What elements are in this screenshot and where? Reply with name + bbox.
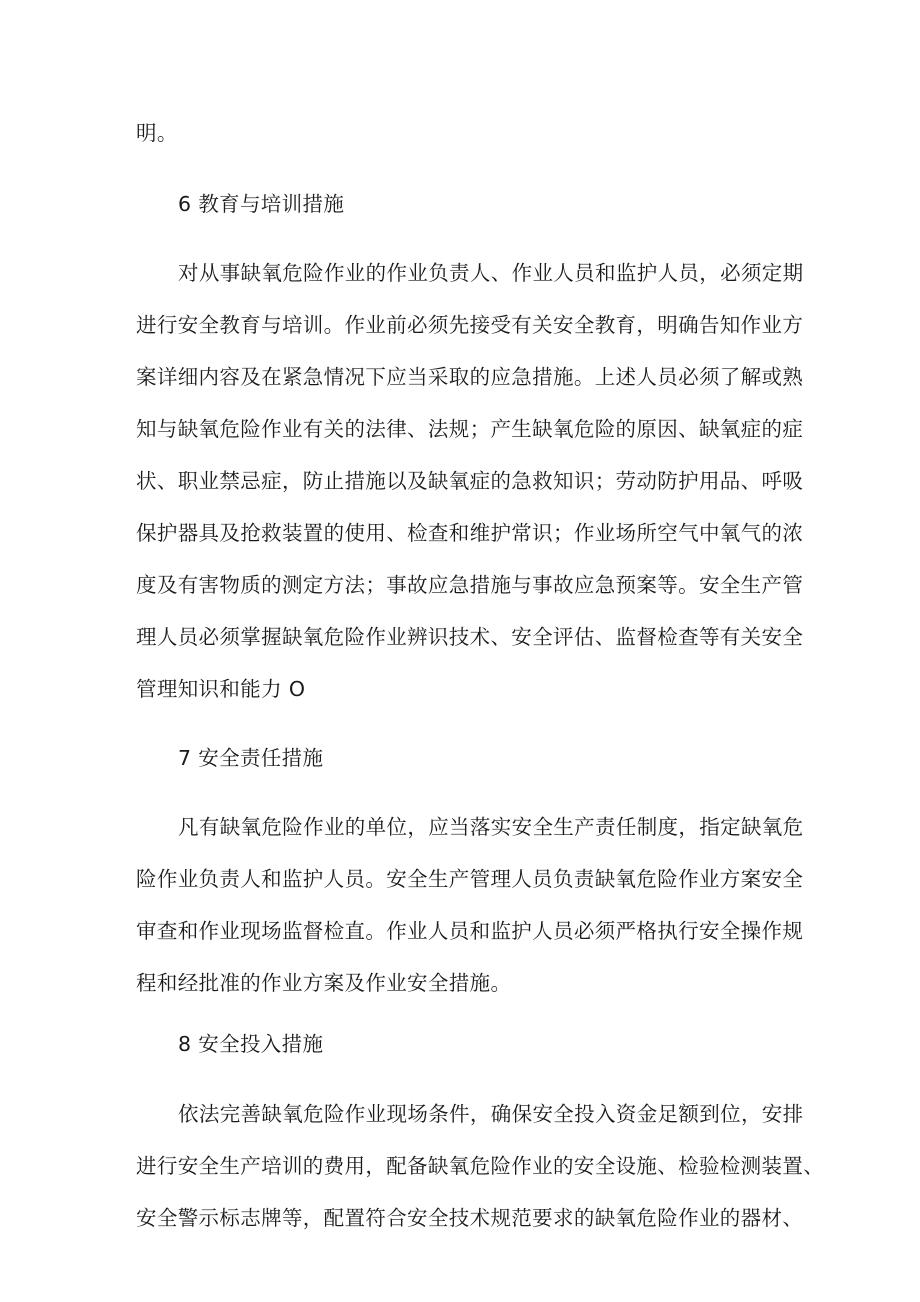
paragraph-line: 进行安全教育与培训。作业前必须先接受有关安全教育，明确告知作业方 <box>136 313 804 337</box>
paragraph-line: 程和经批准的作业方案及作业安全措施。 <box>136 971 512 995</box>
paragraph-line: 对从事缺氧危险作业的作业负责人、作业人员和监护人员，必须定期 <box>178 261 804 285</box>
paragraph-line: 状、职业禁忌症，防止措施以及缺氧症的急救知识；劳动防护用品、呼吸 <box>136 469 804 493</box>
paragraph-line: 案详细内容及在紧急情况下应当采取的应急措施。上述人员必须了解或熟 <box>136 365 804 389</box>
paragraph-line: 知与缺氧危险作业有关的法律、法规；产生缺氧危险的原因、缺氧症的症 <box>136 417 804 441</box>
section-heading-8: 8 安全投入措施 <box>178 1032 324 1056</box>
paragraph-end-line: 明。 <box>136 121 178 145</box>
paragraph-line: 度及有害物质的测定方法；事故应急措施与事故应急预案等。安全生产管 <box>136 573 804 597</box>
paragraph-line: 依法完善缺氧危险作业现场条件，确保安全投入资金足额到位，安排 <box>178 1102 804 1126</box>
paragraph-line: 管理知识和能力 O <box>136 677 306 701</box>
paragraph-line: 理人员必须掌握缺氧危险作业辨识技术、安全评估、监督检查等有关安全 <box>136 625 804 649</box>
paragraph-line: 审查和作业现场监督检直。作业人员和监护人员必须严格执行安全操作规 <box>136 919 804 943</box>
paragraph-line: 进行安全生产培训的费用，配备缺氧危险作业的安全设施、检验检测装置、 <box>136 1154 825 1178</box>
paragraph-line: 险作业负责人和监护人员。安全生产管理人员负责缺氧危险作业方案安全 <box>136 867 804 891</box>
section-heading-6: 6 教育与培训措施 <box>178 192 345 216</box>
section-heading-7: 7 安全责任措施 <box>178 746 324 770</box>
paragraph-line: 保护器具及抢救装置的使用、检查和维护常识；作业场所空气中氧气的浓 <box>136 521 804 545</box>
paragraph-line: 凡有缺氧危险作业的单位，应当落实安全生产责任制度，指定缺氧危 <box>178 815 804 839</box>
paragraph-line: 安全警示标志牌等，配置符合安全技术规范要求的缺氧危险作业的器材、 <box>136 1206 804 1230</box>
